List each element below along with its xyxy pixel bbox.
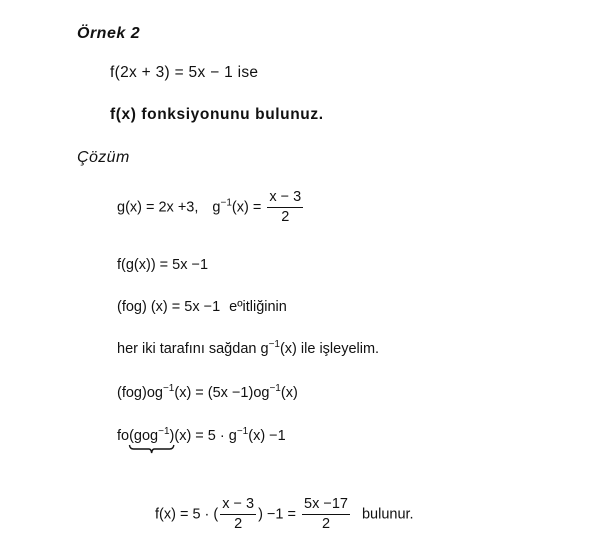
g-definition: g(x) = 2x +3,: [117, 199, 199, 216]
solution-line-1: g(x) = 2x +3, $g^{-1}(x)$ = $\frac{x - 3}{2}$: [117, 189, 302, 225]
solution-line-7: f(x) = 5 · ( $\frac{x - 3}{2}$ ) −1 = $\frac{5x -17}{2}$ bulunur.: [155, 496, 414, 532]
underbrace-icon: [129, 444, 174, 454]
task-statement: f(x) fonksiyonunu bulunuz.: [110, 106, 324, 123]
example-title: Örnek 2: [77, 25, 141, 42]
solution-line-2: f(g(x)) = 5x −1: [117, 257, 209, 273]
fraction-result: $\frac{5x -17}{2}$: [304, 496, 348, 532]
solution-line-3: (fog) (x) = 5x −1 eºitliğinin: [117, 299, 287, 315]
solution-line-6: fo(gog$^{-1}$) $(x) = 5 \cdot g^{-1}(x) -1$: [117, 427, 286, 445]
solution-line-4: her iki tarafını sağdan $g^{-1}(x)$ ile işleyelim.: [117, 339, 380, 357]
fraction-x-minus-3-over-2: $\frac{x - 3}{2}$: [222, 496, 255, 532]
underbrace-group: (gog$^{-1}$): [129, 427, 174, 445]
solution-heading: Çözüm: [77, 149, 130, 166]
given-equation: f(2x + 3) = 5x − 1 ise: [110, 64, 259, 81]
g-inverse-fraction: $\frac{x - 3}{2}$: [269, 189, 302, 225]
solution-line-5: $(fog)og^{-1}(x) = (5x -1)og^{-1}(x)$: [117, 383, 298, 401]
